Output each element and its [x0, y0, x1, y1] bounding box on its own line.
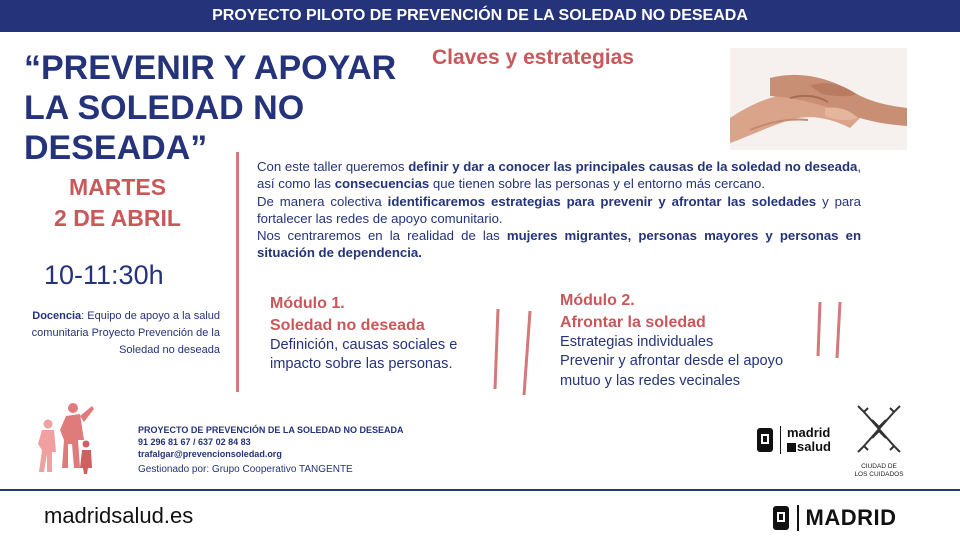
module-2-title: Afrontar la soledad — [560, 313, 706, 331]
logo-separator — [780, 426, 781, 454]
module-2-line-1: Estrategias individuales — [560, 334, 714, 350]
footer-url[interactable]: madridsalud.es — [44, 503, 194, 528]
madrid-salud-word-2: salud — [797, 439, 831, 454]
module-1-text: Definición, causas sociales e impacto sobre las personas. — [270, 337, 458, 373]
plus-icon — [787, 443, 796, 452]
people-logo-icon — [28, 400, 98, 476]
madrid-salud-word-1: madrid — [787, 425, 831, 440]
footer-phones: 91 296 81 67 / 637 02 84 83 — [138, 437, 251, 448]
module-2-number: Módulo 2. — [560, 292, 635, 309]
desc-text: Nos centraremos en la realidad de las — [257, 228, 507, 244]
desc-bold: consecuencias — [334, 176, 430, 192]
footer-divider — [0, 489, 960, 491]
hands-photo — [730, 48, 907, 150]
top-banner: PROYECTO PILOTO DE PREVENCIÓN DE LA SOLEDAD NO DESEADA — [0, 0, 960, 32]
description-paragraph-3 — [257, 227, 861, 262]
description-paragraph-2 — [257, 193, 861, 228]
hands-cross-icon — [852, 402, 906, 456]
module-1-title: Soledad no deseada — [270, 316, 425, 334]
desc-bold: identificaremos estrategias para prevenir y afrontar las soledades — [387, 193, 817, 209]
teaching-label: Docencia — [32, 310, 82, 322]
desc-bold: definir y dar a conocer las principales causas de la soledad no deseada — [408, 159, 858, 174]
footer-managed-by: Gestionado por: Grupo Cooperativo TANGENTE — [138, 463, 353, 475]
module-2 — [560, 290, 810, 391]
footer-project: PROYECTO DE PREVENCIÓN DE LA SOLEDAD NO DESEADA — [138, 425, 404, 435]
main-title — [24, 48, 494, 168]
madrid-word: MADRID — [805, 505, 897, 530]
divider-line — [236, 152, 239, 392]
title-line-1: “PREVENIR Y APOYAR — [24, 49, 397, 87]
footer-email[interactable]: trafalgar@prevencionsoledad.org — [138, 449, 282, 460]
description-paragraph-1 — [257, 158, 861, 193]
module-1-number: Módulo 1. — [270, 295, 345, 312]
madrid-salud-logo — [756, 426, 831, 454]
desc-text: Con este taller queremos — [257, 159, 409, 174]
logo-separator — [797, 505, 799, 531]
footer-contact — [138, 424, 404, 476]
subtitle: Claves y estrategias — [432, 46, 634, 69]
madrid-shield-icon — [756, 427, 774, 453]
madrid-shield-icon — [772, 505, 790, 531]
date-weekday: MARTES — [68, 174, 167, 200]
ciudad-line-1: CIUDAD DE — [861, 463, 897, 470]
teaching-text: : Equipo de apoyo a la salud comunitaria Proyecto Prevención de la Soledad no deseada — [31, 310, 220, 356]
ciudad-line-2: LOS CUIDADOS — [854, 470, 904, 478]
workshop-description — [257, 158, 861, 262]
event-time: 10-11:30h — [44, 260, 164, 290]
desc-bold: mujeres migrantes, personas mayores y personas en situación de dependencia. — [257, 228, 861, 261]
module-2-slashes — [810, 298, 850, 362]
module-1-slashes — [490, 305, 540, 397]
desc-text: que tienen sobre las personas y el entorno más cercano. — [429, 176, 766, 192]
desc-text: , así como las — [257, 159, 862, 192]
ciudad-cuidados-logo — [846, 402, 912, 478]
ciudad-text — [846, 463, 912, 478]
teaching-info — [28, 308, 220, 359]
module-2-line-2: Prevenir y afrontar desde el apoyo mutuo y las redes vecinales — [560, 353, 784, 389]
desc-text: y para fortalecer las redes de apoyo comunitario. — [257, 193, 861, 226]
event-date — [40, 172, 195, 234]
desc-text: De manera colectiva — [257, 193, 388, 209]
date-day: 2 DE ABRIL — [54, 205, 181, 231]
madrid-salud-word-2-row — [787, 440, 831, 454]
title-line-2: LA SOLEDAD NO DESEADA” — [24, 89, 305, 167]
madrid-logo — [772, 503, 897, 533]
module-1 — [270, 293, 490, 375]
